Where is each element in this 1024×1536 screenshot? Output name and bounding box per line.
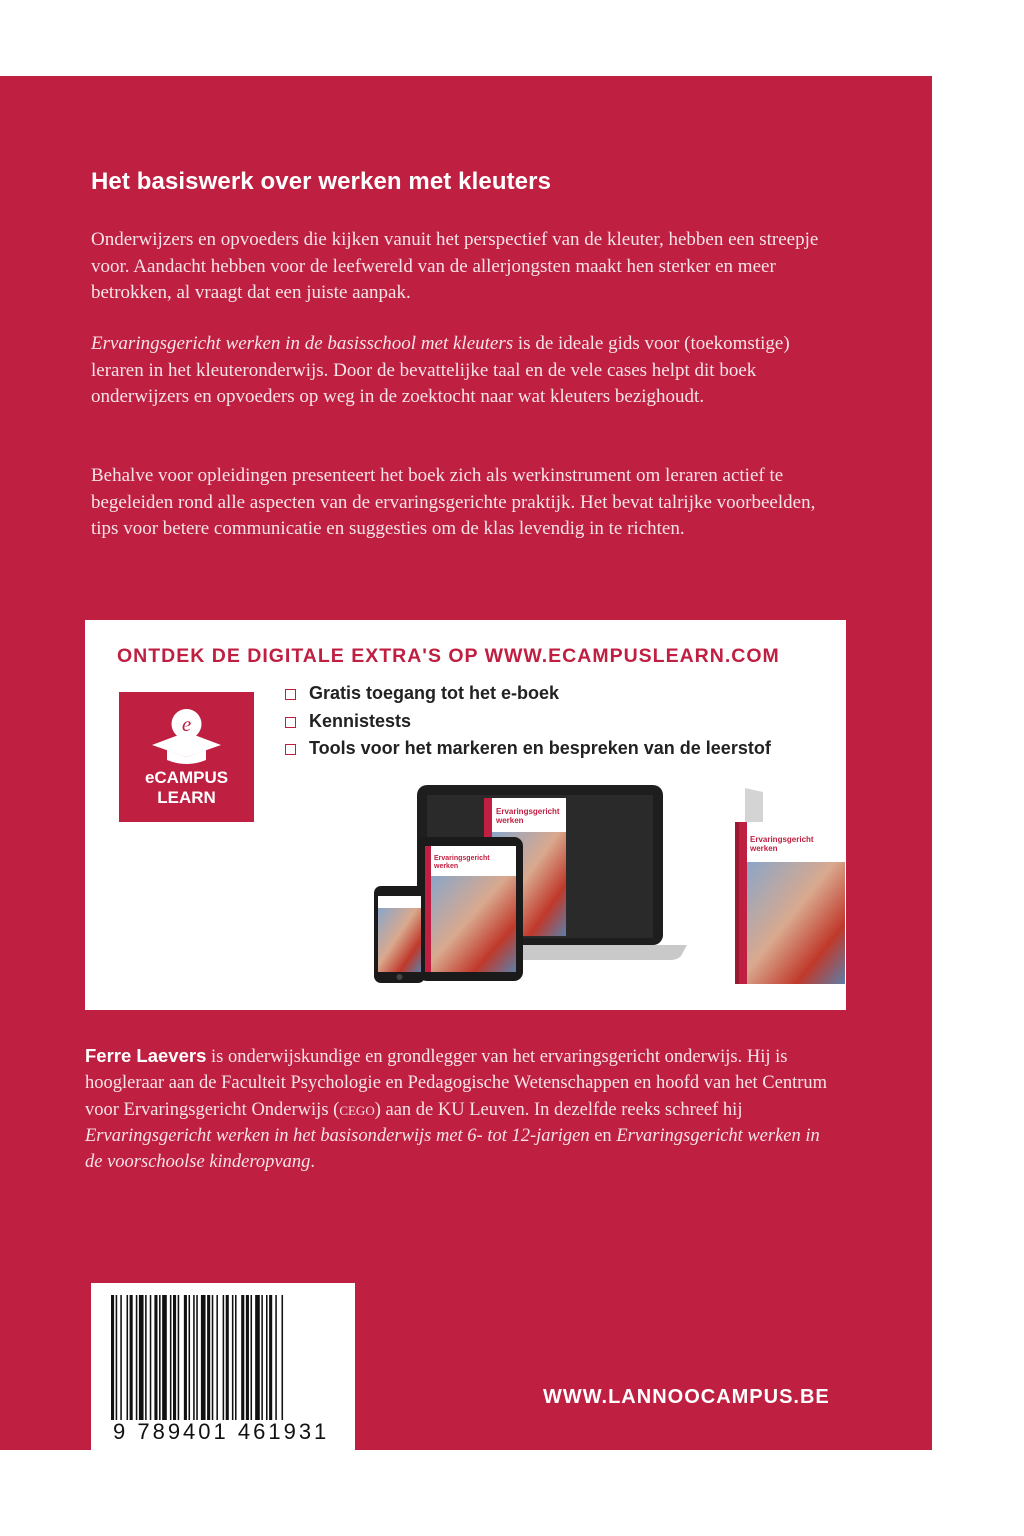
barcode-bar — [178, 1295, 180, 1420]
author-bio: Ferre Laevers is onderwijskundige en grondlegger van het ervaringsgericht onderwijs. Hij is hoogleraar aan de Faculteit Psychologie en Pedagogische Wetenschappen en hoofd van het Centrum voor Ervaringsgericht Onderwijs (cego) aan de KU Leuven. In dezelfde reeks schreef hij Ervaringsgericht werken in het basisonderwijs met 6- tot 12-jarigen en Ervaringsgericht werken in de voorschoolse kinderopvang. — [85, 1045, 828, 1173]
barcode-bar — [136, 1295, 138, 1420]
logo-text-line2: LEARN — [157, 788, 216, 807]
usage-paragraph: Behalve voor opleidingen presenteert het boek zich als werkinstrument om leraren actief te begeleiden rond alle aspecten van de ervaringsgerichte praktijk. Het bevat talrijke voorbeelden, tips voor betere communicatie en suggesties om de klas levendig in te richten. — [91, 465, 816, 539]
barcode-bar — [235, 1295, 237, 1420]
barcode-bar — [154, 1295, 157, 1420]
barcode-bar — [275, 1295, 277, 1420]
barcode-bar — [255, 1295, 260, 1420]
laptop-book-title-1: Ervaringsgericht — [496, 807, 560, 816]
ecampus-promo-box — [85, 620, 846, 1010]
logo-text-line1: eCAMPUS — [144, 768, 229, 787]
book-title-italic: Ervaringsgericht werken in de basisschool met kleuters — [91, 333, 514, 354]
barcode-bar — [269, 1295, 272, 1420]
isbn-barcode — [91, 1283, 355, 1450]
barcode-bar — [159, 1295, 161, 1420]
barcode-bar — [173, 1295, 176, 1420]
barcode-bar — [130, 1295, 133, 1420]
feature-item: Gratis toegang tot het e-boek — [285, 680, 771, 708]
author-name: Ferre Laevers — [85, 1045, 207, 1066]
barcode-bar — [201, 1295, 206, 1420]
barcode-bar — [261, 1295, 263, 1420]
barcode-bar — [145, 1295, 147, 1420]
tablet-mockup — [418, 837, 523, 981]
barcode-bar — [207, 1295, 210, 1420]
barcode-bar — [266, 1295, 268, 1420]
barcode-bar — [150, 1295, 152, 1420]
laptop-book-title-2: werken — [496, 816, 524, 825]
barcode-bar — [246, 1295, 249, 1420]
barcode-bar — [116, 1295, 118, 1420]
barcode-bar — [127, 1295, 129, 1420]
tablet-book-title-1: Ervaringsgericht — [434, 855, 490, 862]
printed-book-mockup — [735, 788, 845, 984]
barcode-bar — [241, 1295, 244, 1420]
checkbox-icon — [285, 744, 296, 755]
phone-mockup — [374, 886, 425, 983]
isbn-number: 9 789401 461931 — [113, 1419, 330, 1444]
related-book-2: Ervaringsgericht werken in de voorschoolse kinderopvang — [85, 1125, 820, 1173]
barcode-bar — [223, 1295, 225, 1420]
barcode-bar — [212, 1295, 214, 1420]
intro-paragraph: Onderwijzers en opvoeders die kijken vanuit het perspectief van de kleuter, hebben een streepje voor. Aandacht hebben voor de leefwereld van de allerjongsten maakt hen sterker en meer betrokken, al vraagt dat een juiste aanpak. — [91, 229, 819, 303]
barcode-bars — [111, 1295, 335, 1420]
graduation-cap-icon — [149, 706, 224, 764]
logo-text — [119, 768, 254, 808]
feature-item: Tools voor het markeren en bespreken van de leerstof — [285, 735, 771, 763]
publisher-website: WWW.LANNOOCAMPUS.BE — [543, 1386, 830, 1408]
barcode-bar — [120, 1295, 122, 1420]
barcode-bar — [282, 1295, 284, 1420]
feature-item: Kennistests — [285, 708, 771, 736]
barcode-bar — [111, 1295, 114, 1420]
barcode-bar — [216, 1295, 218, 1420]
barcode-bar — [196, 1295, 198, 1420]
barcode-bar — [226, 1295, 229, 1420]
barcode-bar — [162, 1295, 167, 1420]
barcode-bar — [184, 1295, 187, 1420]
checkbox-icon — [285, 689, 296, 700]
ecampus-learn-logo — [119, 692, 254, 822]
logo-letter: e — [181, 712, 192, 736]
feature-list — [285, 680, 771, 763]
related-book-1: Ervaringsgericht werken in het basisonderwijs met 6- tot 12-jarigen — [85, 1125, 590, 1146]
book-description-text: is de ideale gids voor (toekomstige) leraren in het kleuteronderwijs. Door de bevattelijke taal en de vele cases helpt dit boek onderwijzers en opvoeders op weg in de zoektocht naar wat kleuters bezighoudt. — [91, 333, 790, 407]
cover-heading: Het basiswerk over werken met kleuters — [91, 168, 552, 195]
book-title-1: Ervaringsgericht — [750, 835, 814, 844]
tablet-book-title-2: werken — [434, 863, 459, 870]
barcode-bar — [170, 1295, 172, 1420]
barcode-bar — [193, 1295, 195, 1420]
barcode-bar — [189, 1295, 191, 1420]
barcode-bar — [232, 1295, 234, 1420]
book-description-paragraph — [91, 331, 843, 411]
barcode-bar — [251, 1295, 253, 1420]
book-title-2: werken — [750, 844, 778, 853]
promo-title: ONTDEK DE DIGITALE EXTRA'S OP WWW.ECAMPUSLEARN.COM — [117, 645, 780, 667]
device-mockups-illustration — [285, 780, 814, 995]
cego-abbreviation: cego — [339, 1099, 375, 1120]
checkbox-icon — [285, 717, 296, 728]
barcode-bar — [139, 1295, 144, 1420]
